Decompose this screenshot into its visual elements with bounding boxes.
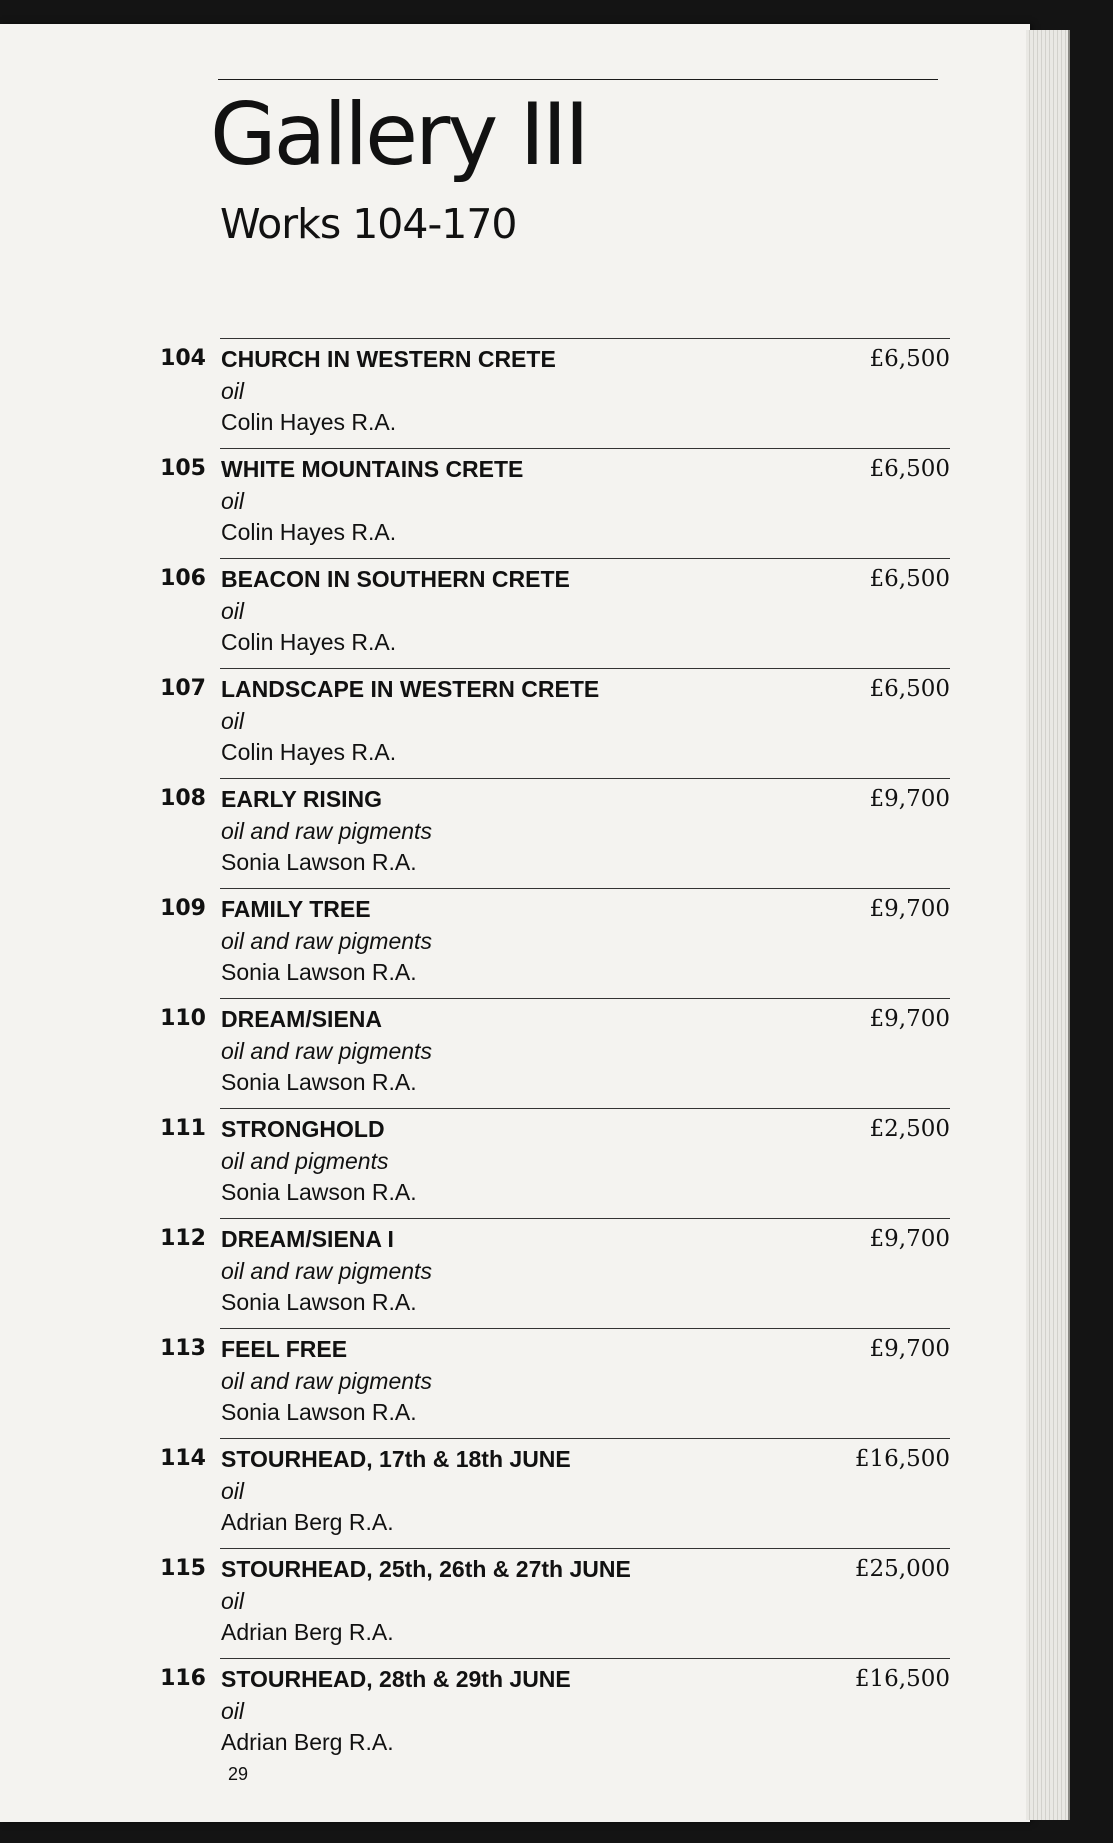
entry-divider [220, 1548, 950, 1549]
entry-title: STRONGHOLD [221, 1116, 385, 1142]
entry-price: £6,500 [869, 566, 950, 592]
entry-number: 113 [160, 1336, 206, 1361]
entry-divider [220, 1438, 950, 1439]
entry-artist: Sonia Lawson R.A. [221, 1399, 417, 1425]
entry-price: £6,500 [869, 456, 950, 482]
entry-divider [220, 888, 950, 889]
entry-title: DREAM/SIENA I [221, 1226, 394, 1252]
entry-price: £9,700 [869, 1336, 950, 1362]
entry-medium: oil [221, 488, 245, 514]
entry-divider [220, 1328, 950, 1329]
entry-artist: Sonia Lawson R.A. [221, 1069, 417, 1095]
entry-medium: oil [221, 598, 245, 624]
entry-medium: oil [221, 1478, 245, 1504]
list-item [0, 558, 1030, 668]
entry-number: 115 [160, 1556, 206, 1581]
list-item [0, 998, 1030, 1108]
entry-number: 105 [160, 456, 206, 481]
entry-price: £6,500 [869, 676, 950, 702]
page-number: 29 [228, 1764, 249, 1784]
entry-artist: Sonia Lawson R.A. [221, 1179, 417, 1205]
entry-number: 112 [160, 1226, 206, 1251]
entry-title: BEACON IN SOUTHERN CRETE [221, 566, 570, 592]
entry-medium: oil [221, 1698, 245, 1724]
entry-artist: Colin Hayes R.A. [221, 629, 397, 655]
entry-divider [220, 338, 950, 339]
entry-divider [220, 1218, 950, 1219]
entry-medium: oil and raw pigments [221, 928, 432, 954]
entry-divider [220, 778, 950, 779]
entry-divider [220, 998, 950, 999]
entry-title: FEEL FREE [221, 1336, 348, 1362]
catalogue-page [0, 24, 1030, 1822]
entry-title: WHITE MOUNTAINS CRETE [221, 456, 524, 482]
entry-price: £2,500 [869, 1116, 950, 1142]
entry-artist: Adrian Berg R.A. [221, 1619, 394, 1645]
list-item [0, 778, 1030, 888]
list-item [0, 1438, 1030, 1548]
entry-medium: oil and raw pigments [221, 1368, 432, 1394]
entry-medium: oil and pigments [221, 1148, 389, 1174]
entry-number: 110 [160, 1006, 206, 1031]
entry-medium: oil and raw pigments [221, 1038, 432, 1064]
entry-price: £9,700 [869, 1226, 950, 1252]
top-rule [218, 79, 938, 80]
entry-medium: oil [221, 708, 245, 734]
page-title: Gallery III [210, 85, 587, 185]
list-item [0, 448, 1030, 558]
entry-list [0, 338, 1030, 1768]
entry-number: 114 [160, 1446, 206, 1471]
entry-price: £16,500 [854, 1666, 950, 1692]
list-item [0, 338, 1030, 448]
entry-divider [220, 448, 950, 449]
entry-price: £9,700 [869, 896, 950, 922]
entry-title: STOURHEAD, 28th & 29th JUNE [221, 1666, 571, 1692]
entry-artist: Sonia Lawson R.A. [221, 959, 417, 985]
entry-medium: oil [221, 1588, 245, 1614]
entry-divider [220, 558, 950, 559]
entry-artist: Colin Hayes R.A. [221, 519, 397, 545]
entry-number: 109 [160, 896, 206, 921]
entry-medium: oil and raw pigments [221, 818, 432, 844]
entry-artist: Colin Hayes R.A. [221, 409, 397, 435]
page-edge [1026, 30, 1070, 1820]
entry-price: £25,000 [854, 1556, 950, 1582]
entry-artist: Colin Hayes R.A. [221, 739, 397, 765]
entry-number: 104 [160, 346, 206, 371]
entry-title: DREAM/SIENA [221, 1006, 383, 1032]
entry-number: 111 [160, 1116, 206, 1141]
entry-number: 106 [160, 566, 206, 591]
list-item [0, 1548, 1030, 1658]
entry-divider [220, 1108, 950, 1109]
entry-title: CHURCH IN WESTERN CRETE [221, 346, 556, 372]
entry-title: EARLY RISING [221, 786, 383, 812]
entry-divider [220, 668, 950, 669]
entry-number: 108 [160, 786, 206, 811]
list-item [0, 1328, 1030, 1438]
entry-artist: Sonia Lawson R.A. [221, 849, 417, 875]
entry-title: STOURHEAD, 17th & 18th JUNE [221, 1446, 571, 1472]
list-item [0, 668, 1030, 778]
page-subtitle: Works 104-170 [220, 200, 517, 248]
entry-artist: Adrian Berg R.A. [221, 1729, 394, 1755]
entry-number: 107 [160, 676, 206, 701]
entry-price: £6,500 [869, 346, 950, 372]
entry-price: £9,700 [869, 786, 950, 812]
entry-title: FAMILY TREE [221, 896, 371, 922]
entry-medium: oil and raw pigments [221, 1258, 432, 1284]
entry-price: £9,700 [869, 1006, 950, 1032]
list-item [0, 1218, 1030, 1328]
entry-number: 116 [160, 1666, 206, 1691]
entry-title: LANDSCAPE IN WESTERN CRETE [221, 676, 600, 702]
entry-price: £16,500 [854, 1446, 950, 1472]
list-item [0, 1108, 1030, 1218]
entry-medium: oil [221, 378, 245, 404]
entry-divider [220, 1658, 950, 1659]
list-item [0, 888, 1030, 998]
entry-artist: Adrian Berg R.A. [221, 1509, 394, 1535]
list-item [0, 1658, 1030, 1768]
entry-artist: Sonia Lawson R.A. [221, 1289, 417, 1315]
entry-title: STOURHEAD, 25th, 26th & 27th JUNE [221, 1556, 631, 1582]
